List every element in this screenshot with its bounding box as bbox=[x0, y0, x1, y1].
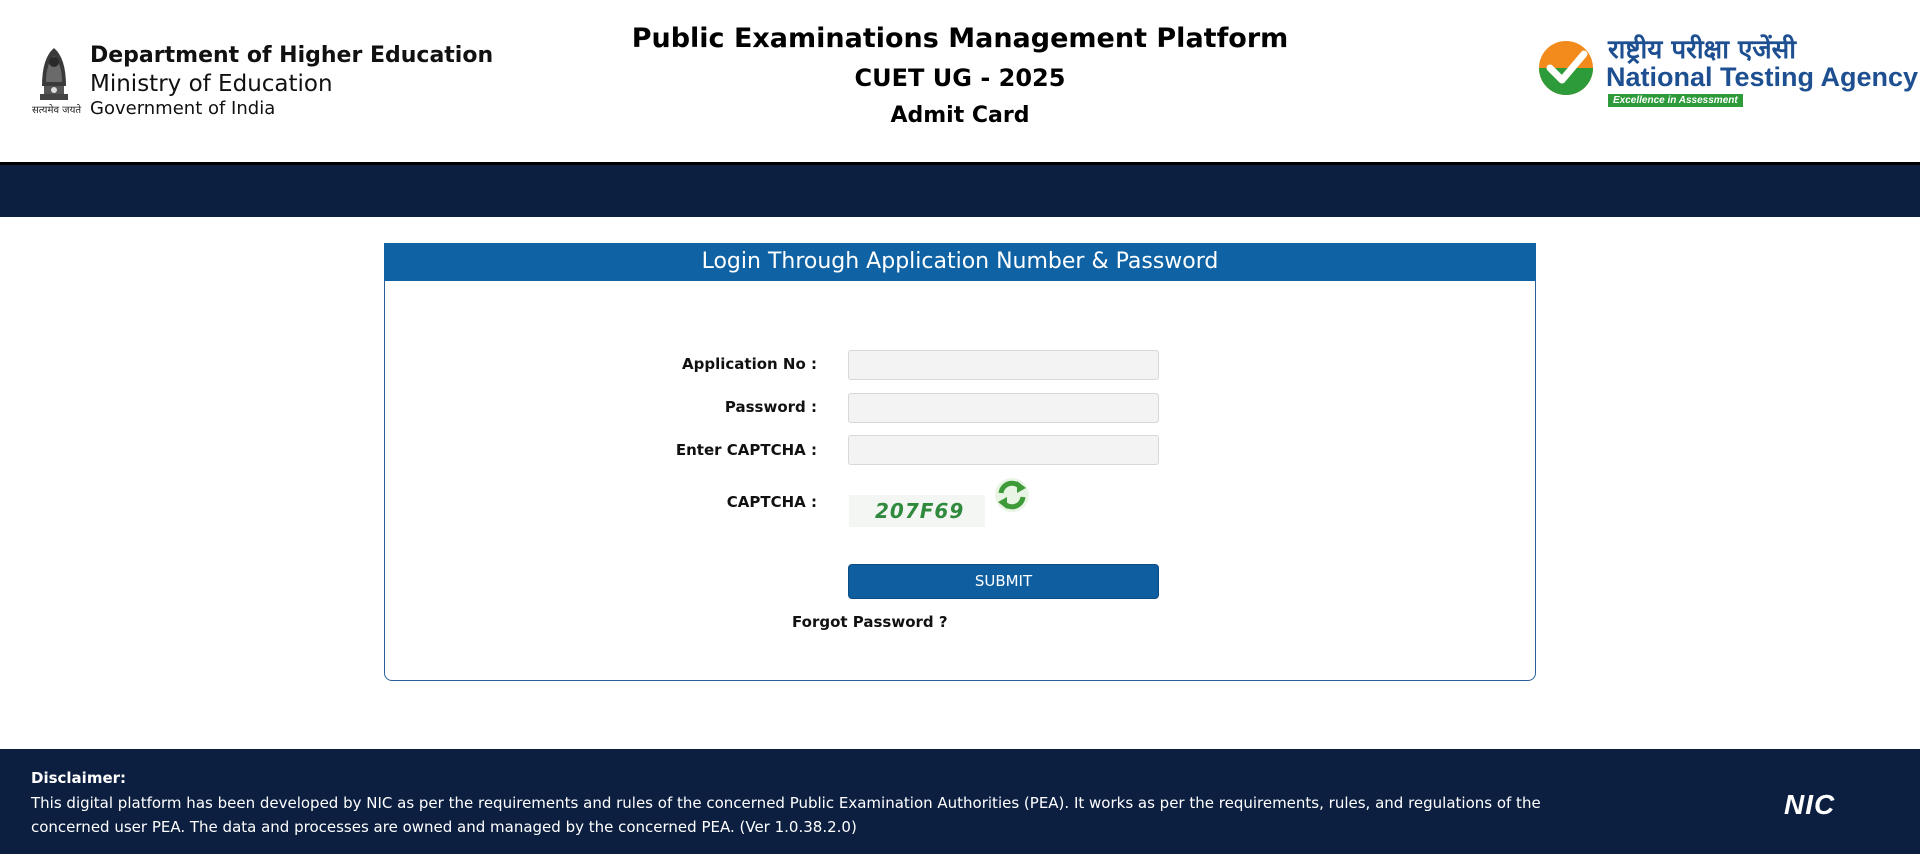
captcha-label: CAPTCHA : bbox=[726, 493, 817, 511]
submit-button[interactable]: SUBMIT bbox=[848, 564, 1159, 599]
nic-logo-text: NIC bbox=[1784, 789, 1836, 820]
application-no-label: Application No : bbox=[682, 355, 817, 373]
captcha-input-label: Enter CAPTCHA : bbox=[675, 441, 817, 459]
page-title-block bbox=[560, 20, 1360, 134]
ministry-name: Ministry of Education bbox=[90, 71, 333, 97]
department-block bbox=[90, 42, 493, 120]
page-title: Public Examinations Management Platform bbox=[631, 23, 1289, 54]
refresh-captcha-icon[interactable] bbox=[993, 476, 1031, 514]
navigation-bar bbox=[0, 162, 1920, 217]
captcha-input[interactable] bbox=[848, 435, 1159, 465]
captcha-image: 207F69 bbox=[849, 495, 985, 527]
government-name: Government of India bbox=[90, 98, 276, 119]
page-subtitle: Admit Card bbox=[890, 103, 1030, 128]
dept-name: Department of Higher Education bbox=[90, 43, 494, 68]
password-input[interactable] bbox=[848, 393, 1159, 423]
nic-logo bbox=[1784, 789, 1894, 819]
login-panel bbox=[384, 243, 1536, 681]
disclaimer-title: Disclaimer: bbox=[31, 769, 127, 787]
nta-logo-icon bbox=[1536, 38, 1596, 98]
nta-english-name: National Testing Agency bbox=[1606, 62, 1919, 92]
page-header bbox=[0, 0, 1920, 162]
disclaimer-text: This digital platform has been developed by NIC as per the requirements and rules of the concerned Public Examination Authorities (PEA). It works as per the requirements, rules, and regulations of the concerned user PEA. The data and processes are owned and managed by the concerned PEA. (Ver 1.0.38.2.0) bbox=[31, 794, 1541, 836]
application-no-input[interactable] bbox=[848, 350, 1159, 380]
nta-hindi-name: राष्ट्रीय परीक्षा एजेंसी bbox=[1608, 35, 1796, 65]
login-panel-heading: Login Through Application Number & Password bbox=[384, 243, 1536, 281]
page-footer bbox=[0, 749, 1920, 854]
forgot-password-link[interactable]: Forgot Password ? bbox=[792, 613, 948, 631]
nta-tagline: Excellence in Assessment bbox=[1608, 94, 1743, 107]
exam-title: CUET UG - 2025 bbox=[854, 64, 1066, 92]
password-label: Password : bbox=[724, 398, 817, 416]
emblem-motto: सत्यमेव जयते bbox=[32, 105, 82, 116]
